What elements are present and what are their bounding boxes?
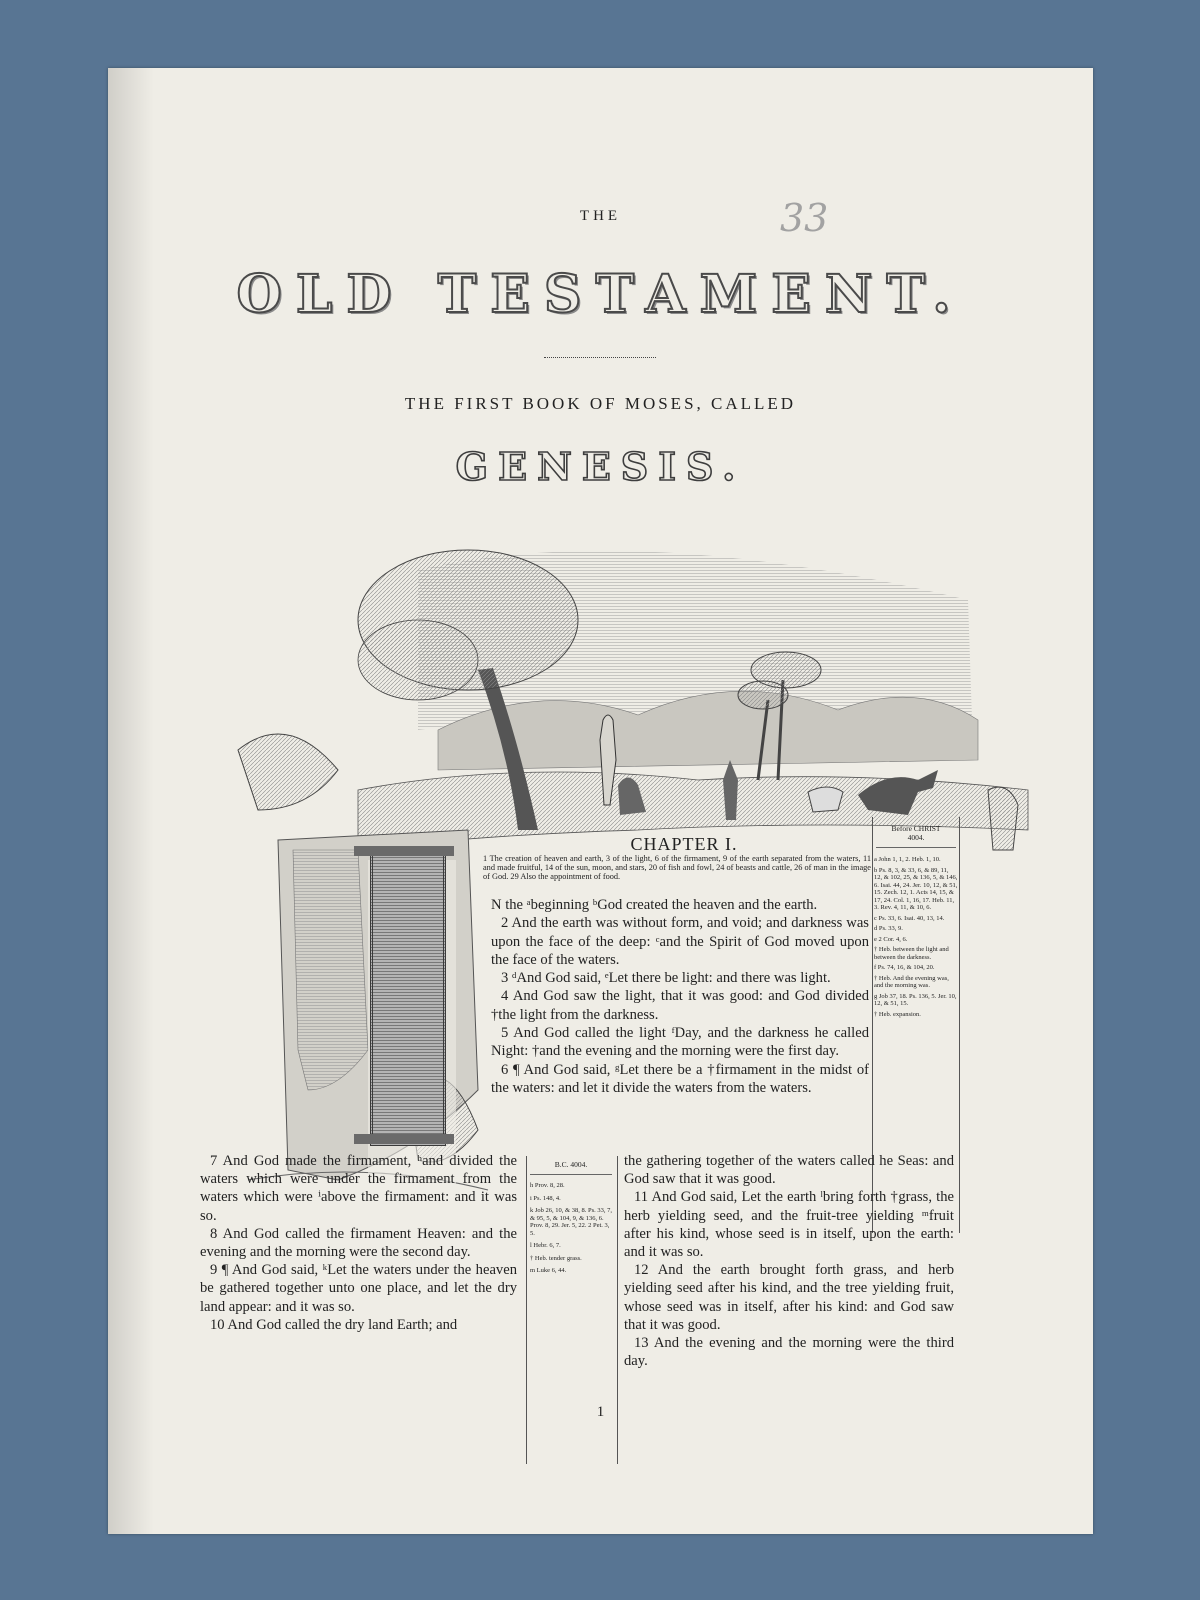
white-horse xyxy=(808,787,843,812)
margin-references xyxy=(874,856,958,1021)
margin-ref: † Heb. And the evening was, and the morning was. xyxy=(874,974,949,989)
verse-10-cont: the gathering together of the waters called he Seas: and God saw that it was good. xyxy=(624,1153,954,1188)
margin-ref: † Heb. between the light and between the darkness. xyxy=(874,946,949,961)
before-christ-label xyxy=(876,824,956,842)
book-page xyxy=(108,68,1093,1534)
foliage-left xyxy=(238,734,338,810)
margin-ref: e 2 Cor. 4, 6. xyxy=(874,935,908,943)
drop-cap xyxy=(370,848,446,1146)
center-ref: l Hebr. 6, 7. xyxy=(530,1242,561,1249)
margin-year: 4004. xyxy=(907,833,925,842)
chapter-title: CHAPTER I. xyxy=(630,834,738,854)
margin-ref: † Heb. expansion. xyxy=(874,1010,921,1018)
before-christ-text: Before CHRIST xyxy=(891,824,941,833)
ornamental-rule xyxy=(544,357,656,358)
margin-ref: g Job 37, 18. Ps. 136, 5. Jer. 10, 12, & 51, 15. xyxy=(874,992,957,1007)
center-ref: † Heb. tender grass. xyxy=(530,1254,582,1262)
drop-cap-serif-top xyxy=(354,846,454,856)
book-intro: THE FIRST BOOK OF MOSES, CALLED xyxy=(404,394,797,413)
mid-rule xyxy=(530,1174,612,1175)
header-the: THE xyxy=(579,208,622,224)
margin-ref: a John 1, 1, 2. Heb. 1, 10. xyxy=(874,856,941,863)
drop-cap-serif-bottom xyxy=(354,1134,454,1144)
center-ref: i Ps. 148, 4. xyxy=(530,1194,561,1202)
verse-2: 2 And the earth was without form, and void; and darkness was upon the face of the deep: ᶜand the Spirit of God moved upon the face of the waters. xyxy=(491,915,869,968)
mid-year: B.C. 4004. xyxy=(554,1160,588,1169)
verse-13: 13 And the evening and the morning were the third day. xyxy=(624,1335,954,1370)
verse-3: 3 ᵈAnd God said, ᵉLet there be light: and there was light. xyxy=(501,970,831,987)
center-ref: k Job 26, 10, & 38, 8. Ps. 33, 7, & 95, 5, & 104, 9, & 136, 6. Prov. 8, 29. Jer. 5, 22. 2 Pet. 3, 5. xyxy=(530,1207,612,1237)
margin-ref: f Ps. 74, 16, & 104, 20. xyxy=(874,964,935,971)
margin-ref: b Ps. 8, 3, & 33, 6, & 89, 11, 12, & 102, 25, & 136, 5, & 146, 6. Isai. 44, 24. Jer. 10, 12, & 51, 15. Zech. 12, 1. Acts 14, 15, & 17, 24. Col. 1, 16, 17. Heb. 11, 3. Rev. 4, 11, & 10, 6. xyxy=(874,866,958,911)
book-name: GENESIS. xyxy=(455,444,746,489)
center-ref: m Luke 6, 44. xyxy=(530,1267,567,1274)
verse-7: 7 And God made the firmament, ʰand divided the waters which were under the firmament from the waters which were ⁱabove the firmament: and it was so. xyxy=(200,1153,517,1224)
verse-8: 8 And God called the firmament Heaven: and the evening and the morning were the second day. xyxy=(200,1225,517,1261)
peacock xyxy=(988,787,1018,850)
verse-12: 12 And the earth brought forth grass, and herb yielding seed after his kind, and the tree yielding fruit, whose seed was in itself, after his kind: and God saw that it was good. xyxy=(624,1262,954,1333)
verse-11: 11 And God said, Let the earth ˡbring forth †grass, the herb yielding seed, and the fruit-tree yielding ᵐfruit after his kind, whose seed is in itself, upon the earth: and it was so. xyxy=(624,1189,954,1261)
verse-9: 9 ¶ And God said, ᵏLet the waters under the heaven be gathered together unto one place, and let the dry land appear: and it was so. xyxy=(200,1262,517,1315)
verses-block-top xyxy=(491,896,869,1097)
margin-rule xyxy=(876,847,956,848)
verse-1: N the ᵃbeginning ᵇGod created the heaven and the earth. xyxy=(491,897,818,913)
pencil-annotation: 33 xyxy=(780,196,829,240)
waterfall xyxy=(293,850,368,1090)
page-number: 1 xyxy=(596,1404,605,1420)
verse-10: 10 And God called the dry land Earth; and xyxy=(210,1316,458,1333)
margin-ref: d Ps. 33, 9. xyxy=(874,925,903,932)
verses-right-column xyxy=(624,1152,954,1370)
old-testament-title: OLD TESTAMENT. xyxy=(236,264,965,325)
verse-6: 6 ¶ And God said, ᵍLet there be a †firmament in the midst of the waters: and let it divide the waters from the waters. xyxy=(491,1061,869,1096)
verse-4: 4 And God saw the light, that it was good: and God divided †the light from the darkness. xyxy=(491,988,869,1023)
margin-ref: c Ps. 33, 6. Isai. 40, 13, 14. xyxy=(874,914,945,922)
chapter-summary: 1 The creation of heaven and earth, 3 of the light, 6 of the firmament, 9 of the earth separated from the waters, 11 and made fruitful, 14 of the sun, moon, and stars, 20 of fish and fowl, 24 of beasts and cattle, 26 of man in the image of God. 29 Also the appointment of food. xyxy=(483,854,871,881)
verses-left-column xyxy=(200,1152,517,1334)
center-references xyxy=(530,1182,614,1280)
verse-5: 5 And God called the light ᶠDay, and the darkness he called Night: †and the evening and the morning were the first day. xyxy=(491,1025,869,1060)
center-ref: h Prov. 8, 28. xyxy=(530,1182,565,1189)
